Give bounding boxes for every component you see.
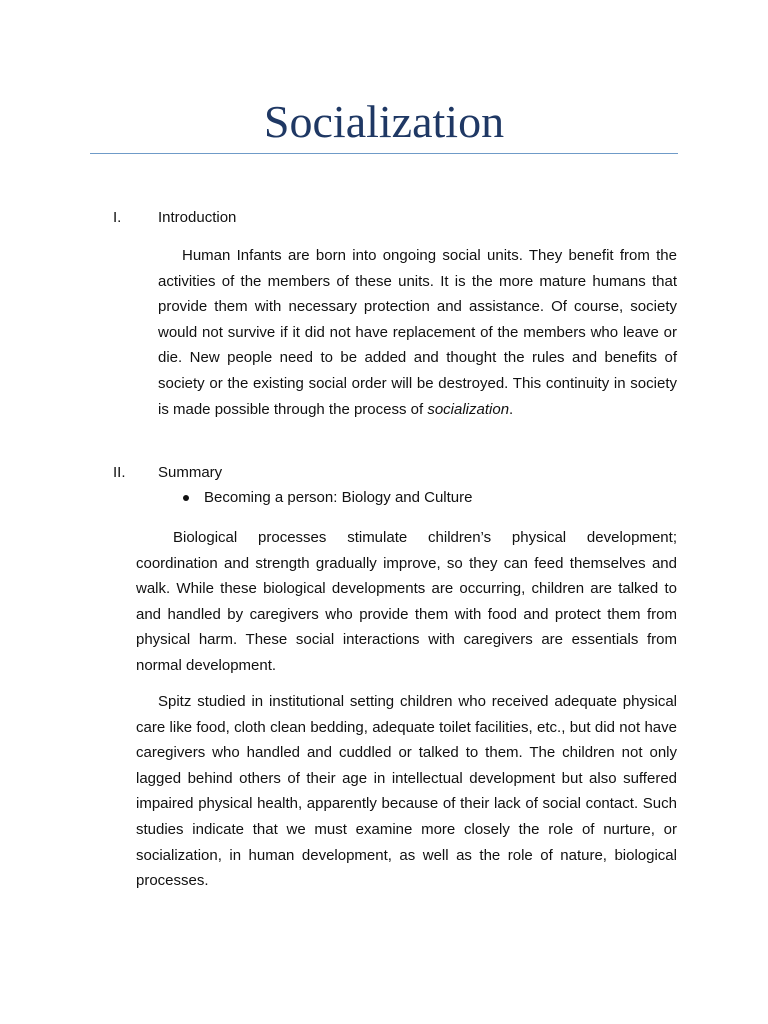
summary-paragraph-1: Biological processes stimulate children’s physical development; coordination and strength gradually improve, so they can feed themselves and walk. While these biological developments are occurring, children are talked to and handled by caregivers who provide them with food and protect them from physical harm. These social interactions with caregivers are essentials from normal development. xyxy=(136,529,677,674)
section-2-heading: Summary xyxy=(158,464,223,481)
section-1-heading: Introduction xyxy=(158,209,237,226)
section-1-number: I. xyxy=(113,209,122,226)
intro-emphasis: socialization xyxy=(427,400,510,418)
summary-paragraph-2: Spitz studied in institutional setting children who received adequate physical care like food, cloth clean bedding, adequate toilet facilities, etc., but did not have caregivers who handled and cuddled or talked to them. The children not only lagged behind others of their age in intellectual development but also suffered impaired physical health, apparently because of their lack of social contact. Such studies indicate that we must examine more closely the role of nurture, or socialization, in human development, as well as the role of nature, biological processes. xyxy=(136,693,677,890)
section-2-number: II. xyxy=(113,464,126,481)
intro-text: Human Infants are born into ongoing social units. They benefit from the activities of the members of these units. It is the more mature humans that provide them with necessary protection and assistance. Of course, society would not survive if it did not have replacement of the members who leave or die. New people need to be added and thought the rules and benefits of society or the existing social order will be destroyed. This continuity in society is made possible through the process of xyxy=(158,247,677,418)
page-title: Socialization xyxy=(263,96,505,147)
summary-bullet: Becoming a person: Biology and Culture xyxy=(204,489,473,506)
title-divider xyxy=(90,153,678,154)
intro-paragraph xyxy=(158,243,677,422)
intro-text-end: . xyxy=(509,400,514,418)
bullet-dot-icon xyxy=(183,495,189,501)
